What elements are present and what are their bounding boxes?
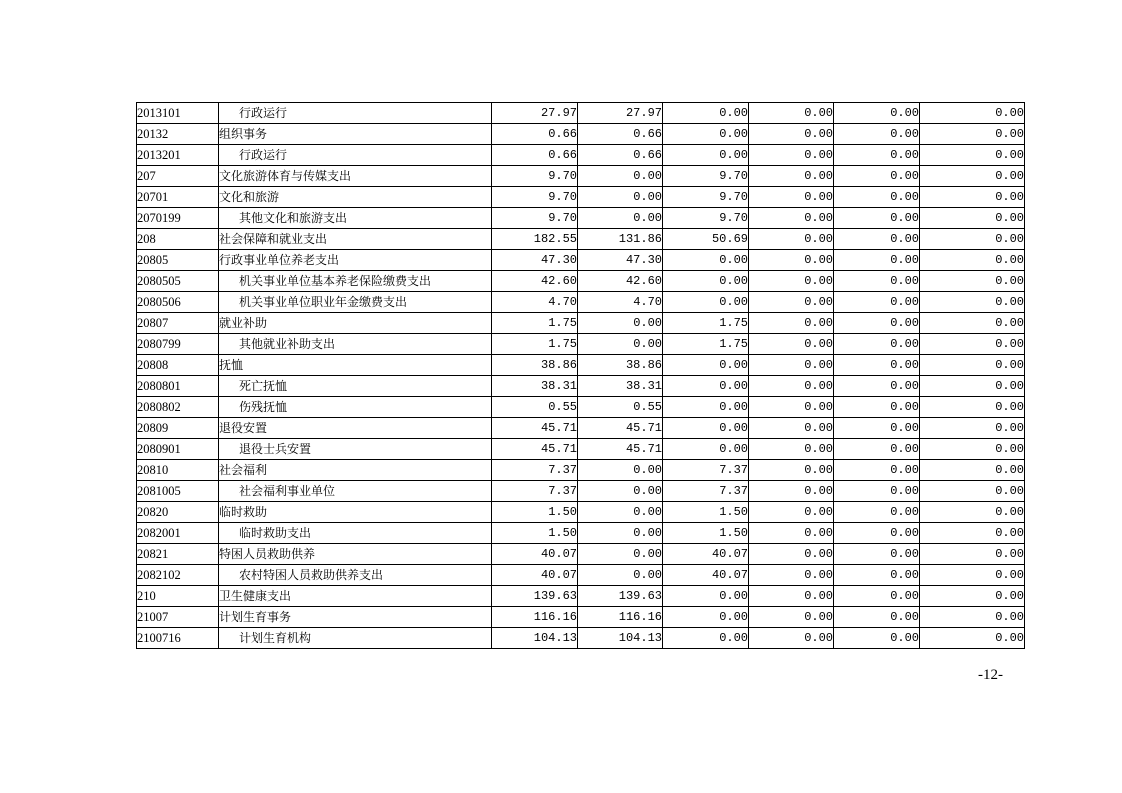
amount-cell: 116.16 (492, 607, 578, 628)
table-row (137, 481, 1025, 502)
amount-cell: 1.75 (663, 334, 749, 355)
amount-cell: 47.30 (578, 250, 663, 271)
amount-cell: 0.00 (920, 523, 1025, 544)
amount-cell: 40.07 (663, 565, 749, 586)
amount-cell: 0.00 (920, 481, 1025, 502)
subject-name-cell: 临时救助支出 (219, 523, 492, 544)
table-row (137, 565, 1025, 586)
amount-cell: 0.00 (749, 334, 834, 355)
amount-cell: 0.00 (920, 229, 1025, 250)
amount-cell: 0.00 (578, 565, 663, 586)
amount-cell: 0.00 (834, 607, 920, 628)
budget-table (136, 102, 1025, 649)
table-row (137, 208, 1025, 229)
amount-cell: 1.50 (663, 523, 749, 544)
table-body (137, 103, 1025, 649)
amount-cell: 0.00 (920, 439, 1025, 460)
amount-cell: 0.00 (834, 208, 920, 229)
amount-cell: 0.00 (834, 565, 920, 586)
amount-cell: 0.00 (663, 607, 749, 628)
table-row (137, 124, 1025, 145)
table-row (137, 145, 1025, 166)
amount-cell: 0.00 (920, 565, 1025, 586)
subject-name-cell: 组织事务 (219, 124, 492, 145)
subject-name-cell: 伤残抚恤 (219, 397, 492, 418)
amount-cell: 42.60 (578, 271, 663, 292)
table-row (137, 523, 1025, 544)
amount-cell: 0.00 (578, 523, 663, 544)
amount-cell: 0.00 (834, 166, 920, 187)
amount-cell: 0.00 (834, 460, 920, 481)
amount-cell: 1.75 (492, 334, 578, 355)
amount-cell: 1.50 (492, 502, 578, 523)
subject-code-cell: 2082001 (137, 523, 219, 544)
amount-cell: 0.00 (749, 565, 834, 586)
amount-cell: 0.00 (920, 313, 1025, 334)
amount-cell: 9.70 (492, 208, 578, 229)
table-row (137, 376, 1025, 397)
amount-cell: 0.00 (578, 313, 663, 334)
subject-name-cell: 就业补助 (219, 313, 492, 334)
amount-cell: 0.00 (663, 250, 749, 271)
table-row (137, 460, 1025, 481)
amount-cell: 139.63 (578, 586, 663, 607)
table-row (137, 334, 1025, 355)
subject-name-cell: 行政运行 (219, 103, 492, 124)
amount-cell: 42.60 (492, 271, 578, 292)
table-row (137, 418, 1025, 439)
amount-cell: 0.00 (578, 460, 663, 481)
subject-name-cell: 机关事业单位基本养老保险缴费支出 (219, 271, 492, 292)
subject-code-cell: 208 (137, 229, 219, 250)
subject-name-cell: 计划生育机构 (219, 628, 492, 649)
subject-code-cell: 2080505 (137, 271, 219, 292)
subject-code-cell: 2081005 (137, 481, 219, 502)
amount-cell: 9.70 (492, 166, 578, 187)
amount-cell: 9.70 (663, 166, 749, 187)
subject-code-cell: 2080901 (137, 439, 219, 460)
subject-name-cell: 文化和旅游 (219, 187, 492, 208)
amount-cell: 0.00 (749, 187, 834, 208)
amount-cell: 0.00 (663, 292, 749, 313)
amount-cell: 0.00 (749, 208, 834, 229)
subject-code-cell: 210 (137, 586, 219, 607)
amount-cell: 0.00 (749, 376, 834, 397)
subject-name-cell: 农村特困人员救助供养支出 (219, 565, 492, 586)
amount-cell: 0.00 (663, 355, 749, 376)
amount-cell: 0.00 (663, 418, 749, 439)
amount-cell: 0.00 (920, 124, 1025, 145)
amount-cell: 0.66 (578, 145, 663, 166)
amount-cell: 0.00 (920, 145, 1025, 166)
amount-cell: 0.00 (920, 376, 1025, 397)
amount-cell: 0.00 (834, 586, 920, 607)
amount-cell: 45.71 (578, 418, 663, 439)
subject-code-cell: 2013101 (137, 103, 219, 124)
amount-cell: 131.86 (578, 229, 663, 250)
amount-cell: 0.00 (749, 481, 834, 502)
table-row (137, 355, 1025, 376)
subject-code-cell: 2070199 (137, 208, 219, 229)
table-row (137, 502, 1025, 523)
amount-cell: 0.00 (834, 544, 920, 565)
amount-cell: 0.00 (749, 271, 834, 292)
amount-cell: 0.00 (749, 544, 834, 565)
amount-cell: 0.00 (920, 586, 1025, 607)
table-row (137, 397, 1025, 418)
amount-cell: 27.97 (578, 103, 663, 124)
table-row (137, 187, 1025, 208)
amount-cell: 0.00 (749, 166, 834, 187)
amount-cell: 7.37 (492, 481, 578, 502)
subject-code-cell: 2080802 (137, 397, 219, 418)
subject-code-cell: 207 (137, 166, 219, 187)
subject-code-cell: 21007 (137, 607, 219, 628)
amount-cell: 0.00 (578, 544, 663, 565)
amount-cell: 9.70 (492, 187, 578, 208)
amount-cell: 0.66 (492, 124, 578, 145)
table-row (137, 250, 1025, 271)
amount-cell: 0.00 (920, 418, 1025, 439)
amount-cell: 0.00 (749, 502, 834, 523)
subject-code-cell: 2080801 (137, 376, 219, 397)
amount-cell: 0.00 (749, 523, 834, 544)
table-row (137, 292, 1025, 313)
amount-cell: 104.13 (578, 628, 663, 649)
amount-cell: 0.00 (834, 502, 920, 523)
amount-cell: 0.00 (749, 355, 834, 376)
subject-name-cell: 行政事业单位养老支出 (219, 250, 492, 271)
amount-cell: 0.00 (834, 187, 920, 208)
table-row (137, 628, 1025, 649)
amount-cell: 0.00 (834, 439, 920, 460)
amount-cell: 0.00 (749, 250, 834, 271)
amount-cell: 139.63 (492, 586, 578, 607)
amount-cell: 0.00 (749, 628, 834, 649)
amount-cell: 0.00 (834, 376, 920, 397)
amount-cell: 0.00 (920, 187, 1025, 208)
page-number: -12- (978, 667, 1003, 683)
amount-cell: 0.00 (663, 397, 749, 418)
amount-cell: 0.55 (578, 397, 663, 418)
subject-name-cell: 文化旅游体育与传媒支出 (219, 166, 492, 187)
amount-cell: 9.70 (663, 187, 749, 208)
amount-cell: 182.55 (492, 229, 578, 250)
subject-name-cell: 退役安置 (219, 418, 492, 439)
subject-name-cell: 死亡抚恤 (219, 376, 492, 397)
amount-cell: 0.00 (749, 292, 834, 313)
amount-cell: 0.00 (663, 103, 749, 124)
amount-cell: 0.00 (663, 271, 749, 292)
table-row (137, 313, 1025, 334)
subject-code-cell: 20809 (137, 418, 219, 439)
subject-code-cell: 20808 (137, 355, 219, 376)
amount-cell: 45.71 (578, 439, 663, 460)
amount-cell: 40.07 (492, 565, 578, 586)
subject-name-cell: 抚恤 (219, 355, 492, 376)
amount-cell: 0.00 (920, 208, 1025, 229)
amount-cell: 38.31 (492, 376, 578, 397)
amount-cell: 0.00 (920, 502, 1025, 523)
amount-cell: 0.00 (834, 124, 920, 145)
amount-cell: 0.00 (578, 502, 663, 523)
subject-code-cell: 2082102 (137, 565, 219, 586)
amount-cell: 0.00 (834, 103, 920, 124)
amount-cell: 38.86 (492, 355, 578, 376)
subject-name-cell: 社会福利事业单位 (219, 481, 492, 502)
amount-cell: 1.75 (492, 313, 578, 334)
subject-code-cell: 20820 (137, 502, 219, 523)
amount-cell: 0.00 (578, 334, 663, 355)
amount-cell: 4.70 (578, 292, 663, 313)
amount-cell: 0.00 (578, 187, 663, 208)
amount-cell: 0.00 (834, 418, 920, 439)
subject-code-cell: 2013201 (137, 145, 219, 166)
table-row (137, 544, 1025, 565)
subject-name-cell: 退役士兵安置 (219, 439, 492, 460)
amount-cell: 0.00 (920, 355, 1025, 376)
amount-cell: 1.50 (663, 502, 749, 523)
subject-name-cell: 其他文化和旅游支出 (219, 208, 492, 229)
amount-cell: 0.00 (920, 628, 1025, 649)
subject-name-cell: 社会保障和就业支出 (219, 229, 492, 250)
amount-cell: 38.31 (578, 376, 663, 397)
amount-cell: 0.66 (492, 145, 578, 166)
amount-cell: 0.00 (663, 145, 749, 166)
amount-cell: 0.00 (920, 334, 1025, 355)
amount-cell: 0.00 (920, 103, 1025, 124)
amount-cell: 9.70 (663, 208, 749, 229)
table-row (137, 271, 1025, 292)
amount-cell: 0.00 (834, 250, 920, 271)
amount-cell: 0.00 (578, 166, 663, 187)
amount-cell: 0.00 (834, 628, 920, 649)
amount-cell: 0.00 (663, 586, 749, 607)
amount-cell: 4.70 (492, 292, 578, 313)
amount-cell: 0.00 (834, 355, 920, 376)
amount-cell: 0.00 (834, 313, 920, 334)
amount-cell: 0.00 (663, 124, 749, 145)
amount-cell: 0.00 (920, 460, 1025, 481)
amount-cell: 0.00 (749, 397, 834, 418)
amount-cell: 0.00 (834, 229, 920, 250)
table-row (137, 586, 1025, 607)
table-row (137, 607, 1025, 628)
amount-cell: 0.55 (492, 397, 578, 418)
amount-cell: 0.00 (920, 544, 1025, 565)
table-row (137, 229, 1025, 250)
amount-cell: 0.00 (834, 334, 920, 355)
amount-cell: 7.37 (663, 460, 749, 481)
subject-code-cell: 20701 (137, 187, 219, 208)
table-row (137, 439, 1025, 460)
amount-cell: 116.16 (578, 607, 663, 628)
amount-cell: 27.97 (492, 103, 578, 124)
amount-cell: 0.00 (834, 397, 920, 418)
table-row (137, 166, 1025, 187)
subject-code-cell: 2080506 (137, 292, 219, 313)
amount-cell: 0.66 (578, 124, 663, 145)
subject-name-cell: 计划生育事务 (219, 607, 492, 628)
amount-cell: 0.00 (749, 124, 834, 145)
subject-code-cell: 2100716 (137, 628, 219, 649)
amount-cell: 0.00 (920, 166, 1025, 187)
amount-cell: 0.00 (920, 397, 1025, 418)
amount-cell: 1.75 (663, 313, 749, 334)
amount-cell: 0.00 (834, 271, 920, 292)
amount-cell: 0.00 (749, 607, 834, 628)
amount-cell: 0.00 (663, 376, 749, 397)
amount-cell: 0.00 (749, 460, 834, 481)
subject-name-cell: 行政运行 (219, 145, 492, 166)
subject-name-cell: 卫生健康支出 (219, 586, 492, 607)
amount-cell: 0.00 (834, 292, 920, 313)
amount-cell: 0.00 (920, 271, 1025, 292)
amount-cell: 50.69 (663, 229, 749, 250)
subject-name-cell: 临时救助 (219, 502, 492, 523)
subject-code-cell: 20132 (137, 124, 219, 145)
amount-cell: 38.86 (578, 355, 663, 376)
subject-code-cell: 2080799 (137, 334, 219, 355)
amount-cell: 0.00 (920, 250, 1025, 271)
subject-code-cell: 20810 (137, 460, 219, 481)
amount-cell: 0.00 (834, 481, 920, 502)
amount-cell: 0.00 (578, 481, 663, 502)
table-row (137, 103, 1025, 124)
amount-cell: 104.13 (492, 628, 578, 649)
amount-cell: 0.00 (578, 208, 663, 229)
subject-name-cell: 其他就业补助支出 (219, 334, 492, 355)
amount-cell: 0.00 (749, 103, 834, 124)
amount-cell: 0.00 (749, 439, 834, 460)
amount-cell: 0.00 (834, 523, 920, 544)
amount-cell: 45.71 (492, 418, 578, 439)
amount-cell: 7.37 (492, 460, 578, 481)
amount-cell: 0.00 (749, 313, 834, 334)
subject-code-cell: 20807 (137, 313, 219, 334)
amount-cell: 7.37 (663, 481, 749, 502)
amount-cell: 47.30 (492, 250, 578, 271)
amount-cell: 45.71 (492, 439, 578, 460)
amount-cell: 40.07 (663, 544, 749, 565)
amount-cell: 0.00 (749, 229, 834, 250)
subject-name-cell: 社会福利 (219, 460, 492, 481)
amount-cell: 0.00 (920, 607, 1025, 628)
amount-cell: 0.00 (834, 145, 920, 166)
amount-cell: 0.00 (749, 418, 834, 439)
amount-cell: 0.00 (749, 145, 834, 166)
subject-name-cell: 特困人员救助供养 (219, 544, 492, 565)
subject-code-cell: 20805 (137, 250, 219, 271)
amount-cell: 0.00 (663, 439, 749, 460)
amount-cell: 40.07 (492, 544, 578, 565)
subject-name-cell: 机关事业单位职业年金缴费支出 (219, 292, 492, 313)
amount-cell: 0.00 (663, 628, 749, 649)
subject-code-cell: 20821 (137, 544, 219, 565)
amount-cell: 1.50 (492, 523, 578, 544)
amount-cell: 0.00 (749, 586, 834, 607)
amount-cell: 0.00 (920, 292, 1025, 313)
